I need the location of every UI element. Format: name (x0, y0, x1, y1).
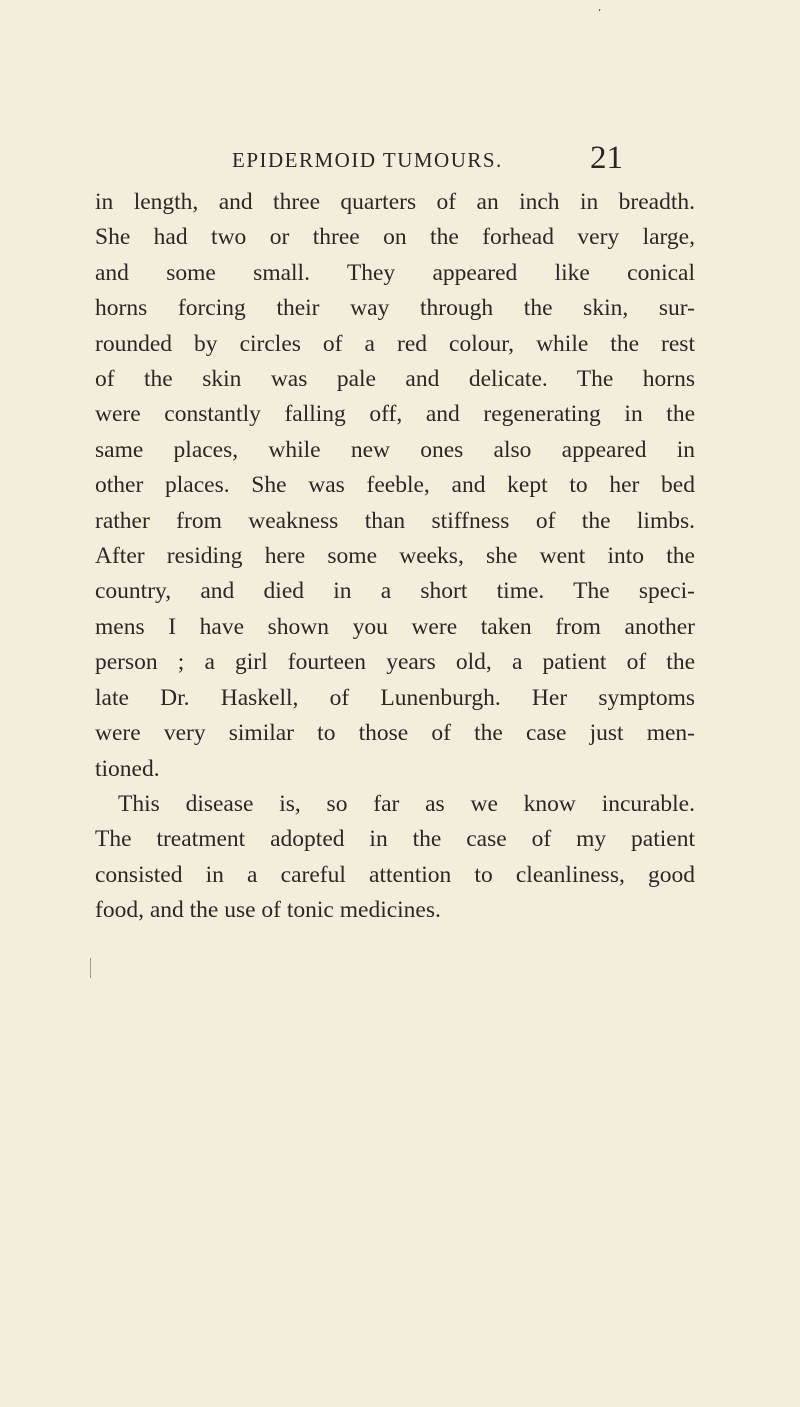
text-line: She had two or three on the forhead very large, (95, 224, 695, 251)
text-line: After residing here some weeks, she went into the (95, 543, 695, 570)
text-line: late Dr. Haskell, of Lunenburgh. Her symptoms (95, 684, 695, 711)
text-line: tioned. (95, 755, 160, 782)
margin-mark (90, 958, 91, 978)
text-line: were constantly falling off, and regenerating in the (95, 401, 695, 428)
text-line: were very similar to those of the case just men- (95, 720, 695, 747)
text-line: food, and the use of tonic medicines. (95, 897, 441, 924)
running-title: EPIDERMOID TUMOURS. (232, 148, 503, 172)
text-line: rounded by circles of a red colour, while the rest (95, 330, 695, 357)
text-line: in length, and three quarters of an inch in breadth. (95, 189, 695, 215)
text-line: mens I have shown you were taken from another (95, 613, 695, 640)
text-line: The treatment adopted in the case of my patient (95, 826, 695, 853)
text-line: person ; a girl fourteen years old, a patient of the (95, 649, 695, 676)
page-header (0, 140, 800, 180)
page-number: 21 (590, 140, 623, 176)
text-line: rather from weakness than stiffness of the limbs. (95, 507, 695, 534)
text-line: horns forcing their way through the skin, sur- (95, 295, 695, 322)
paragraph-start-line: This disease is, so far as we know incurable. (118, 790, 695, 817)
text-line: same places, while new ones also appeared in (95, 436, 695, 463)
text-line: of the skin was pale and delicate. The horns (95, 366, 695, 393)
text-line: and some small. They appeared like conical (95, 259, 695, 286)
text-line: other places. She was feeble, and kept to her bed (95, 472, 695, 499)
ink-speck: ’ (598, 8, 602, 19)
text-line: consisted in a careful attention to cleanliness, good (95, 861, 695, 888)
text-line: country, and died in a short time. The speci- (95, 578, 695, 605)
body-text (95, 185, 695, 929)
